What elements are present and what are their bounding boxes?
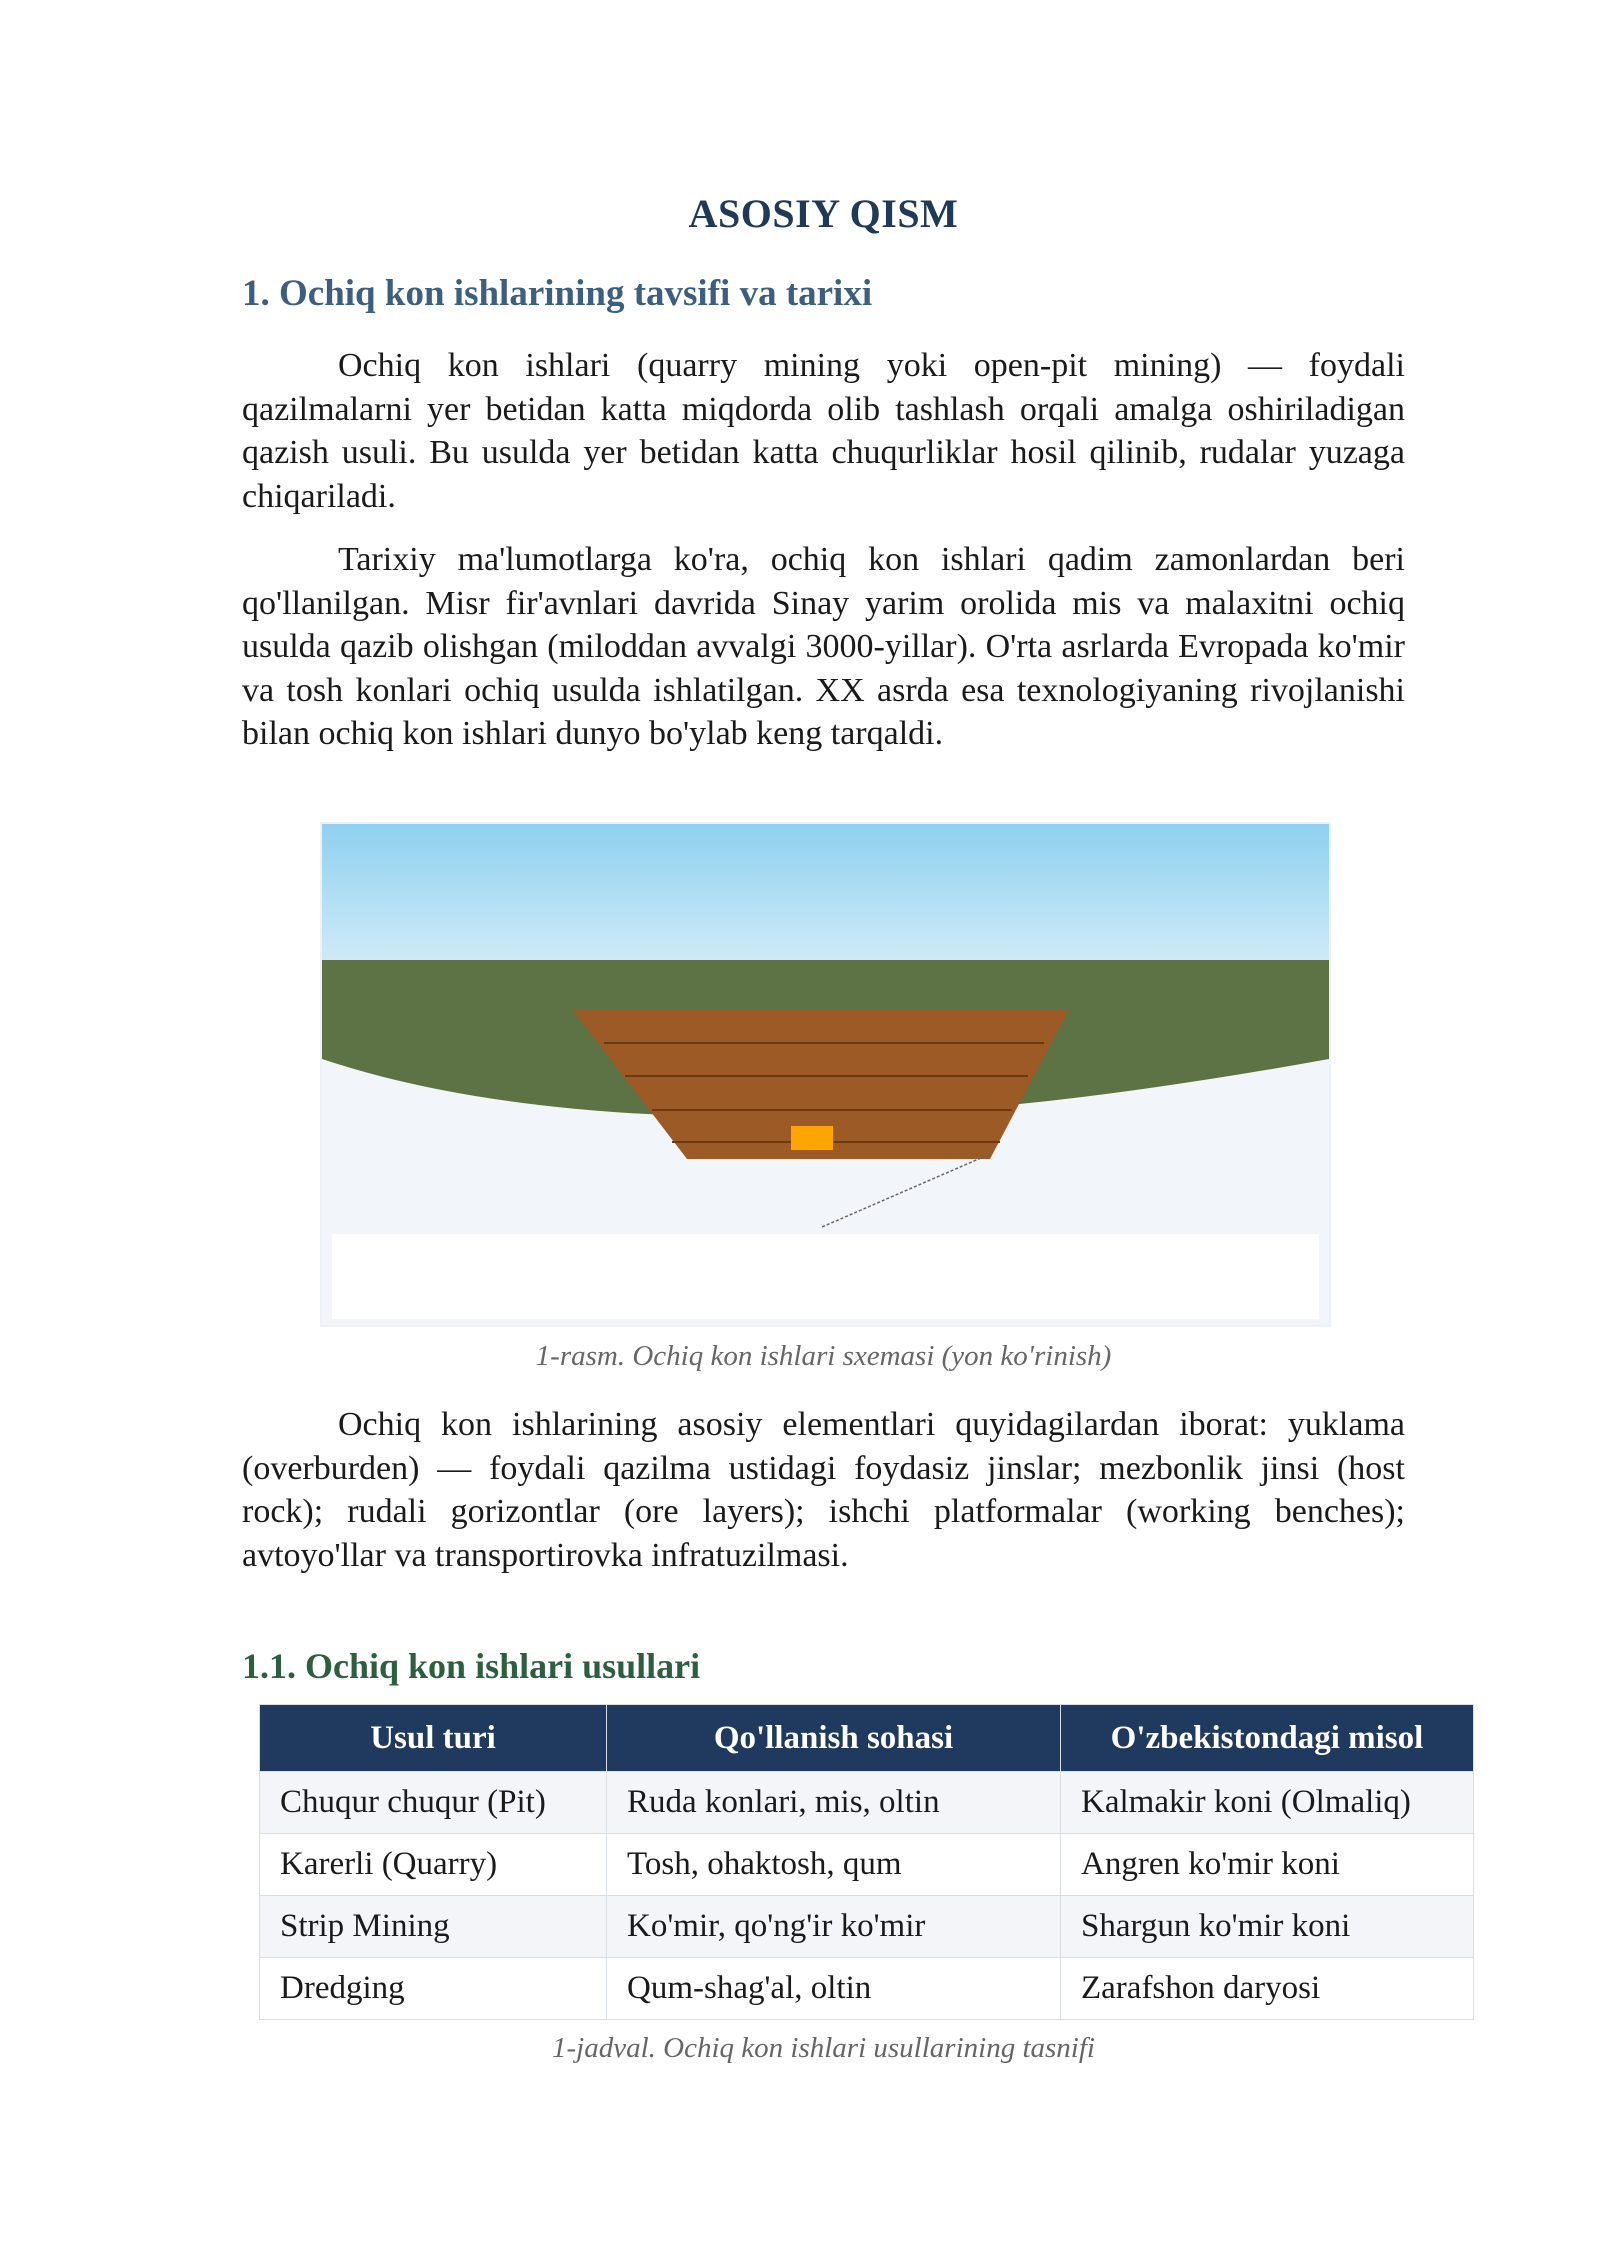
- table-cell: Strip Mining: [260, 1896, 607, 1958]
- subsection-heading: 1.1. Ochiq kon ishlari usullari: [242, 1646, 701, 1686]
- table-header-cell: O'zbekistondagi misol: [1061, 1705, 1474, 1772]
- table-cell: Ko'mir, qo'ng'ir ko'mir: [607, 1896, 1061, 1958]
- paragraph-text: Ochiq kon ishlarining asosiy elementlari quyidagilardan iborat: yuklama (overburden) — foydali qazilma ustidagi foydasiz jinslar; mezbonlik jinsi (host rock); rudali gorizontlar (ore layers); ishchi platformalar (working benches); avtoyo'llar va transportirovka infratuzilmasi.: [242, 1406, 1405, 1574]
- methods-table: [259, 1704, 1474, 2020]
- table-cell: Kalmakir koni (Olmaliq): [1061, 1772, 1474, 1834]
- paragraph: [242, 538, 1405, 756]
- paragraph: [242, 1403, 1405, 1577]
- sky: [322, 824, 1329, 960]
- table-row: [260, 1772, 1474, 1834]
- table-cell: Karerli (Quarry): [260, 1834, 607, 1896]
- open-pit-diagram: [320, 822, 1331, 1327]
- table-cell: Ruda konlari, mis, oltin: [607, 1772, 1061, 1834]
- table-cell: Qum-shag'al, oltin: [607, 1958, 1061, 2020]
- ore-body: [791, 1126, 833, 1150]
- table-caption: 1-jadval. Ochiq kon ishlari usullarining tasnifi: [552, 2032, 1095, 2064]
- table-header-cell: Qo'llanish sohasi: [607, 1705, 1061, 1772]
- table-cell: Tosh, ohaktosh, qum: [607, 1834, 1061, 1896]
- figure-caption: 1-rasm. Ochiq kon ishlari sxemasi (yon ko'rinish): [535, 1340, 1112, 1372]
- table-row: [260, 1834, 1474, 1896]
- open-pit-schematic: [322, 824, 1329, 1325]
- paragraph: [242, 344, 1405, 518]
- table-row: [260, 1958, 1474, 2020]
- table-cell: Shargun ko'mir koni: [1061, 1896, 1474, 1958]
- bottom-band: [332, 1234, 1319, 1319]
- table-cell: Zarafshon daryosi: [1061, 1958, 1474, 2020]
- page-title: ASOSIY QISM: [688, 191, 959, 236]
- table-row: [260, 1896, 1474, 1958]
- table-cell: Chuqur chuqur (Pit): [260, 1772, 607, 1834]
- paragraph-text: Ochiq kon ishlari (quarry mining yoki open-pit mining) — foydali qazilmalarni yer betidan katta miqdorda olib tashlash orqali amalga oshiriladigan qazish usuli. Bu usulda yer betidan katta chuqurliklar hosil qilinib, rudalar yuzaga chiqariladi.: [242, 347, 1405, 515]
- table-cell: Dredging: [260, 1958, 607, 2020]
- table-header-cell: Usul turi: [260, 1705, 607, 1772]
- paragraph-text: Tarixiy ma'lumotlarga ko'ra, ochiq kon ishlari qadim zamonlardan beri qo'llanilgan. Misr fir'avnlari davrida Sinay yarim orolida mis va malaxitni ochiq usulda qazib olishgan (miloddan avvalgi 3000-yillar). O'rta asrlarda Evropada ko'mir va tosh konlari ochiq usulda ishlatilgan. XX asrda esa texnologiyaning rivojlanishi bilan ochiq kon ishlari dunyo bo'ylab keng tarqaldi.: [242, 541, 1405, 752]
- table-header-row: [260, 1705, 1474, 1772]
- section-heading: 1. Ochiq kon ishlarining tavsifi va tarixi: [242, 273, 873, 314]
- table-cell: Angren ko'mir koni: [1061, 1834, 1474, 1896]
